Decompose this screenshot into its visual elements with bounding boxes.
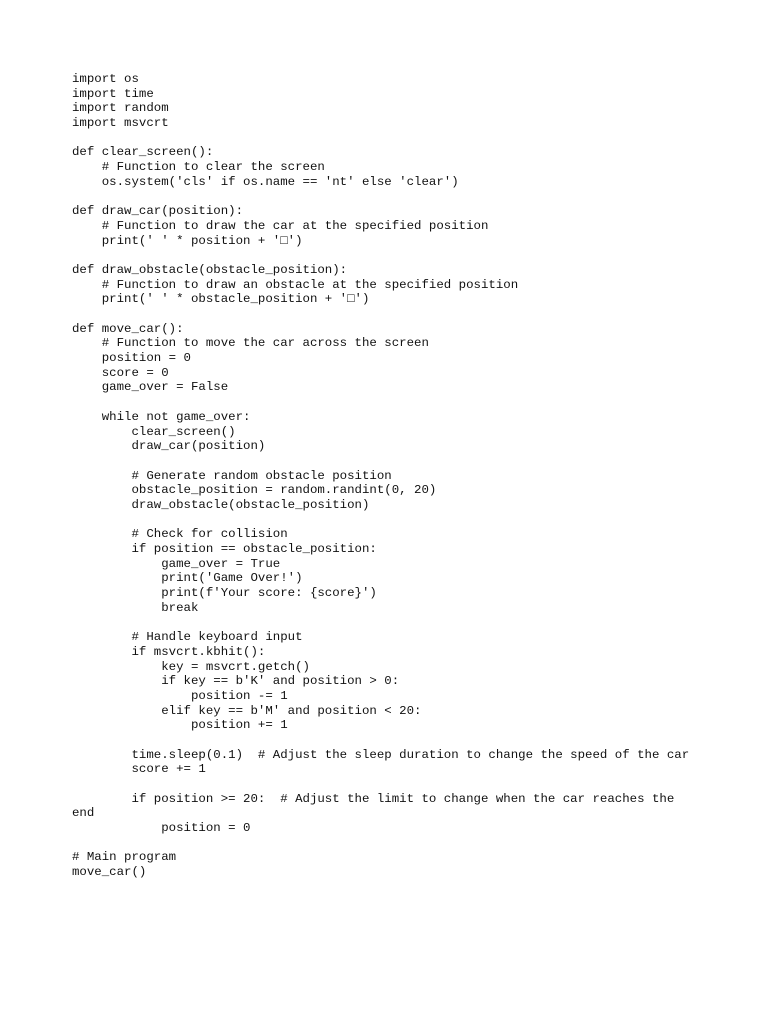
code-line: print(' ' * obstacle_position + '□') — [72, 292, 370, 307]
code-line: if position == obstacle_position: — [72, 542, 377, 556]
code-line: draw_car(position) — [72, 439, 266, 454]
code-line — [72, 307, 712, 322]
code-line — [72, 190, 712, 205]
code-line: def clear_screen(): — [72, 145, 214, 160]
code-line — [72, 131, 712, 146]
code-line: time.sleep(0.1) # Adjust the sleep duration to change the speed of the car — [72, 747, 690, 762]
code-line: end — [72, 806, 95, 821]
code-listing — [72, 72, 712, 880]
code-line: import msvcrt — [72, 116, 169, 131]
code-line — [72, 395, 712, 410]
code-line: position = 0 — [72, 351, 191, 366]
code-line: # Function to draw the car at the specified position — [72, 218, 489, 233]
code-line: def move_car(): — [72, 321, 184, 336]
code-line: break — [72, 600, 199, 615]
code-line — [72, 836, 712, 851]
code-line: # Main program — [72, 850, 177, 865]
code-line: if position >= 20: # Adjust the limit to change when the car reaches the — [72, 791, 675, 806]
code-line: if msvcrt.kbhit(): — [72, 644, 266, 659]
code-line: score += 1 — [72, 762, 206, 777]
code-line: position = 0 — [72, 821, 251, 836]
code-line: draw_obstacle(obstacle_position) — [72, 497, 370, 512]
code-line: # Handle keyboard input — [72, 630, 303, 645]
code-line: # Function to move the car across the screen — [72, 336, 429, 351]
code-line: elif key == b'M' and position < 20: — [72, 703, 422, 718]
code-line: import time — [72, 86, 154, 101]
code-line: move_car() — [72, 865, 147, 880]
code-line: if key == b'K' and position > 0: — [72, 674, 400, 689]
code-line: os.system('cls' if os.name == 'nt' else 'clear') — [72, 174, 459, 189]
code-line: game_over = True — [72, 556, 281, 571]
code-line: key = msvcrt.getch() — [72, 659, 310, 674]
code-line — [72, 777, 712, 792]
code-line: # Function to draw an obstacle at the specified position — [72, 277, 519, 292]
code-line: def draw_car(position): — [72, 204, 244, 219]
code-line: # Generate random obstacle position — [72, 468, 392, 483]
code-line: print(f'Your score: {score}') — [72, 586, 377, 601]
code-line — [72, 733, 712, 748]
code-line: game_over = False — [72, 380, 229, 395]
code-line: while not game_over: — [72, 409, 251, 424]
code-line: position -= 1 — [72, 688, 288, 703]
code-line: print('Game Over!') — [72, 571, 303, 586]
code-line: def draw_obstacle(obstacle_position): — [72, 262, 348, 277]
code-line: import os — [72, 72, 139, 86]
code-line: print(' ' * position + '□') — [72, 233, 303, 248]
code-line — [72, 513, 712, 528]
code-line — [72, 615, 712, 630]
code-line: clear_screen() — [72, 424, 236, 439]
code-line: import random — [72, 101, 169, 116]
code-line: # Function to clear the screen — [72, 160, 325, 175]
code-line: position += 1 — [72, 718, 288, 733]
code-line: # Check for collision — [72, 527, 288, 542]
code-line: obstacle_position = random.randint(0, 20) — [72, 483, 437, 498]
code-line: score = 0 — [72, 365, 169, 380]
code-line — [72, 454, 712, 469]
code-line — [72, 248, 712, 263]
